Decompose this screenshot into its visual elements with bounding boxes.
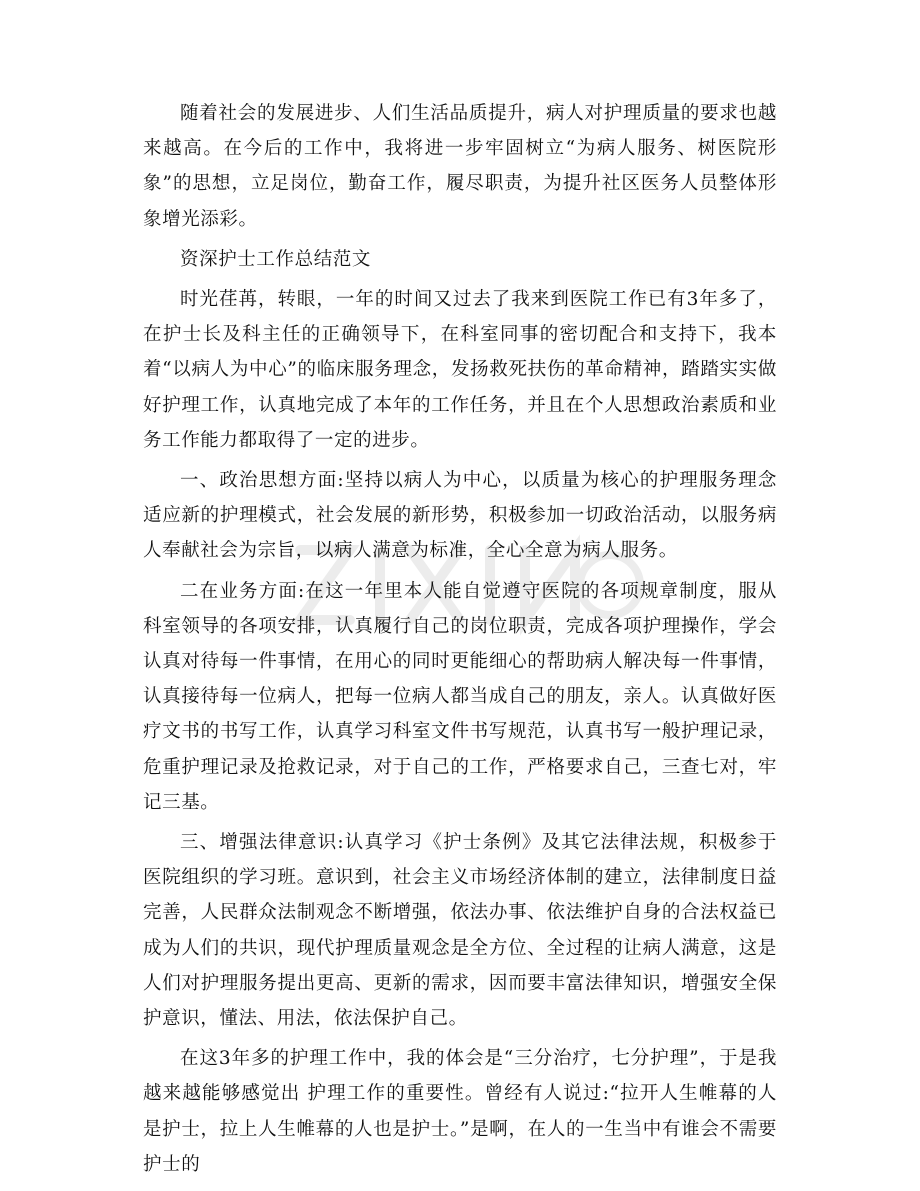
paragraph-4: 二在业务方面:在这一年里本人能自觉遵守医院的各项规章制度，服从科室领导的各项安排，认真履行自己的岗位职责，完成各项护理操作，学会认真对待每一件事情，在用心的同时更能细心的帮助病人解决每一件事情，认真接待每一位病人，把每一位病人都当成自己的朋友，亲人。认真做好医疗文书的书写工作，认真学习科室文件书写规范，认真书写一般护理记录，危重护理记录及抢救记录，对于自己的工作，严格要求自己，三查七对，牢记三基。 [143, 580, 777, 813]
paragraph-3: 一、政治思想方面:坚持以病人为中心，以质量为核心的护理服务理念适应新的护理模式，社会发展的新形势，积极参加一切政治活动，以服务病人奉献社会为宗旨，以病人满意为标准，全心全意为病人服务。 [143, 470, 777, 562]
paragraph-6: 在这3年多的护理工作中，我的体会是“三分治疗，七分护理”，于是我越来越能够感觉出 护理工作的重要性。曾经有人说过:“拉开人生帷幕的人是护士，拉上人生帷幕的人也是护士。”是啊，在人的一生当中有谁会不需要护士的 [143, 1048, 777, 1175]
paragraph-heading: 资深护士工作总结范文 [180, 248, 372, 270]
document-page [143, 96, 777, 1182]
paragraph-5: 三、增强法律意识:认真学习《护士条例》及其它法律法规，积极参于医院组织的学习班。意识到，社会主义市场经济体制的建立，法律制度日益完善，人民群众法制观念不断增强，依法办事、依法维护自身的合法权益已成为人们的共识，现代护理质量观念是全方位、全过程的让病人满意，这是人们对护理服务提出更高、更新的需求，因而要丰富法律知识，增强安全保护意识，懂法、用法，依法保护自己。 [143, 832, 777, 1030]
paragraph-1: 随着社会的发展进步、人们生活品质提升，病人对护理质量的要求也越来越高。在今后的工作中，我将进一步牢固树立“为病人服务、树医院形象”的思想，立足岗位，勤奋工作，履尽职责，为提升社区医务人员整体形象增光添彩。 [143, 103, 777, 230]
paragraph-2: 时光荏苒，转眼，一年的时间又过去了我来到医院工作已有3年多了，在护士长及科主任的正确领导下，在科室同事的密切配合和支持下，我本着“以病人为中心”的临床服务理念，发扬救死扶伤的革命精神，踏踏实实做好护理工作，认真地完成了本年的工作任务，并且在个人思想政治素质和业务工作能力都取得了一定的进步。 [143, 289, 777, 451]
